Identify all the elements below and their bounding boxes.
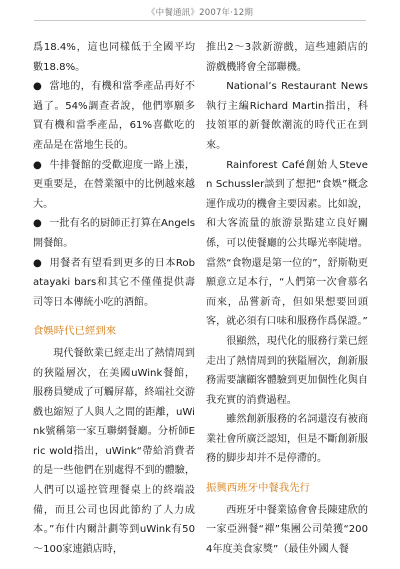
bullet-item bbox=[33, 156, 195, 215]
left-column bbox=[33, 38, 195, 559]
paragraph: National’s Restaurant News執行主編Richard Martin指出，科技領軍的新餐飲潮流的時代正在到來。 bbox=[206, 81, 368, 151]
bullet-item bbox=[33, 254, 195, 313]
bullet-item bbox=[33, 77, 195, 155]
right-column bbox=[206, 38, 368, 559]
paragraph: 很顯然，現代化的服務行業已經走出了熱情周到的狹隘層次，創新服務需要讓顧客體驗到更加個性化與自我充實的消費過程。 bbox=[206, 335, 368, 406]
paragraph: 爲18.4%，這也同樣低于全國平均數18.8%。 bbox=[33, 42, 195, 73]
bullet-text: 牛排餐館的受歡迎度一路上漲，更重要是，在營業額中的比例越來越大。 bbox=[33, 159, 195, 210]
bullet-icon: ● bbox=[33, 81, 42, 93]
bullet-text: 一批有名的厨師正打算在Angels開餐館。 bbox=[33, 218, 195, 249]
bullet-item bbox=[33, 214, 195, 253]
bullet-text: 用餐者有望看到更多的日本Robatayaki bars和其它不僅僅提供壽司等日本傳統小吃的酒館。 bbox=[33, 257, 195, 308]
paragraph: 西班牙中餐業協會會長陳建欣的一家亞洲餐“禪”集團公司榮獲“2004年度美食家獎”（最佳外國人餐 bbox=[206, 504, 368, 555]
paragraph: Rainforest Café創始人Steven Schussler談到了想把“食娛”概念運作成功的機會主要因素。比如說，和大客流量的旅游景點建立良好關係，可以使餐廳的公共曝光率陡增。當然“食物還是第一位的”，舒斯勒更願意立足本行，“人們第一次會慕名而來，品嘗新奇，但如果想要回頭客，就必須有口味和服務作爲保證。” bbox=[206, 159, 368, 328]
section-heading: 振興西班牙中餐我先行 bbox=[206, 482, 310, 495]
section-heading: 食娛時代已經到來 bbox=[33, 325, 117, 338]
header-divider bbox=[34, 20, 366, 21]
paragraph: 雖然創新服務的名詞還沒有被商業社會所廣泛認知，但是不斷創新服務的脚步却并不是停滯的。 bbox=[206, 414, 368, 465]
journal-title: 《中餐通訊》2007年·12期 bbox=[146, 8, 254, 18]
bullet-icon: ● bbox=[33, 218, 42, 230]
bullet-icon: ● bbox=[33, 159, 42, 171]
bullet-icon: ● bbox=[33, 257, 42, 269]
paragraph: 推出2～3款新游戲，這些連鎖店的游戲機將會全部聯機。 bbox=[206, 42, 368, 73]
paragraph: 現代餐飲業已經走出了熱情周到的狹隘層次，在美國uWink餐館，服務員變成了可觸屏幕，終端社交游戲也縮短了人與人之間的距離，uWink號稱第一家互聯網餐廳。分析師Eric wold指出，uWink“帶給消費者的是一些他們在别處得不到的體驗，人們可以遥控管理餐桌上的終端設備，而且公司也因此節約了人力成本。”布什内爾計劃等到uWink有50～100家連鎖店時， bbox=[33, 347, 195, 555]
page-header bbox=[0, 0, 400, 30]
bullet-text: 當地的，有機和當季產品再好不過了。54%調查者說，他們寧願多買有機和當季產品，61%喜歡吃的產品是在當地生長的。 bbox=[33, 81, 195, 151]
